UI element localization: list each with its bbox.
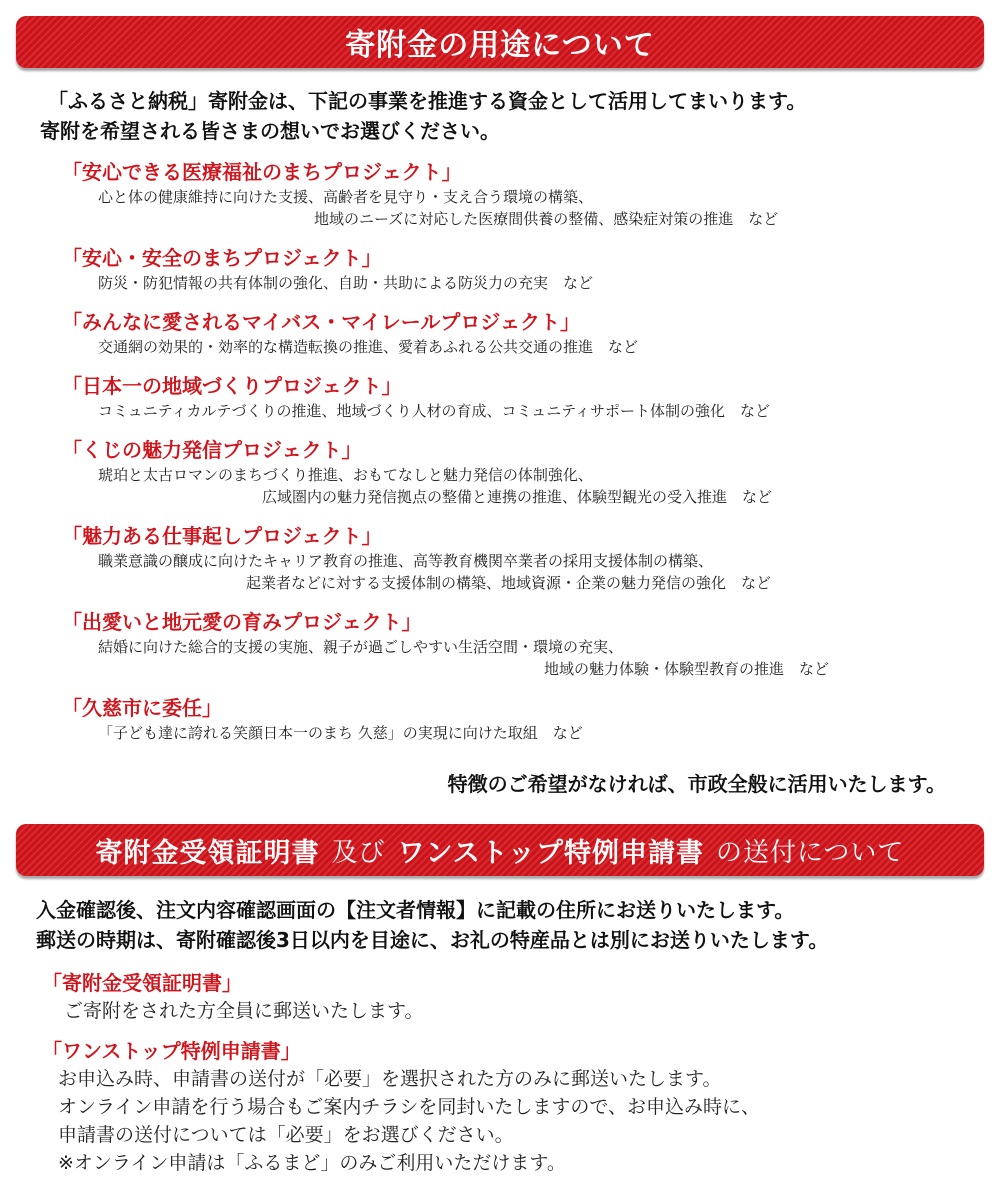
onestop-line: ※オンライン申請は「ふるまど」のみご利用いただけます。 <box>58 1152 566 1174</box>
project-desc-line-2: 地域の魅力体験・体験型教育の推進 など <box>544 660 830 678</box>
banner-part-sending: の送付について <box>715 837 905 868</box>
certificate-intro-line-1: 入金確認後、注文内容確認画面の【注文者情報】に記載の住所にお送りいたします。 <box>36 898 795 922</box>
section-banner-certificate <box>16 824 984 876</box>
project-desc-line-1: 交通網の効果的・効率的な構造転換の推進、愛着あふれる公共交通の推進 など <box>98 338 639 356</box>
project-title: 「出愛いと地元愛の育みプロジェクト」 <box>62 610 422 634</box>
project-item <box>62 372 968 436</box>
section-banner-donation-use <box>16 16 984 68</box>
project-desc-line-1: 結婚に向けた総合的支援の実施、親子が過ごしやすい生活空間・環境の充実、 <box>98 638 624 656</box>
project-desc-line-2: 広域圏内の魅力発信拠点の整備と連携の推進、体験型観光の受入推進 など <box>262 488 773 506</box>
project-desc-line-1: 「子ども達に誇れる笑顔日本一のまち 久慈」の実現に向けた取組 など <box>98 724 583 742</box>
onestop-line: 申請書の送付については「必要」をお選びください。 <box>58 1124 514 1146</box>
intro-text <box>40 86 806 146</box>
project-title: 「安心・安全のまちプロジェクト」 <box>62 246 382 270</box>
project-item <box>62 308 968 372</box>
project-desc-line-1: コミュニティカルテづくりの推進、地域づくり人材の育成、コミュニティサポート体制の強化 など <box>98 402 771 420</box>
project-item <box>62 244 968 308</box>
intro-line-2: 寄附を希望される皆さまの想いでお選びください。 <box>40 119 500 143</box>
project-desc-line-2: 起業者などに対する支援体制の構築、地域資源・企業の魅力発信の強化 など <box>246 574 772 592</box>
default-usage-note: 特徴のご希望がなければ、市政全般に活用いたします。 <box>447 772 946 796</box>
banner-title: 寄附金の用途について <box>345 28 655 63</box>
onestop-line: オンライン申請を行う場合もご案内チラシを同封いたしますので、お申込み時に、 <box>58 1096 761 1118</box>
project-title: 「みんなに愛されるマイバス・マイレールプロジェクト」 <box>62 310 580 334</box>
certificate-intro <box>36 895 986 955</box>
project-item <box>62 608 968 694</box>
certificate-section <box>36 895 986 1177</box>
project-item <box>62 522 968 608</box>
project-title: 「安心できる医療福祉のまちプロジェクト」 <box>62 160 462 184</box>
cert-desc: ご寄附をされた方全員に郵送いたします。 <box>64 1000 424 1022</box>
project-title: 「魅力ある仕事起しプロジェクト」 <box>62 524 382 548</box>
project-item <box>62 694 968 758</box>
project-desc-line-1: 職業意識の醸成に向けたキャリア教育の推進、高等教育機関卒業者の採用支援体制の構築、 <box>98 552 714 570</box>
project-title: 「日本一の地域づくりプロジェクト」 <box>62 374 402 398</box>
project-desc-line-1: 防災・防犯情報の共有体制の強化、自助・共助による防災力の充実 など <box>98 274 594 292</box>
onestop-desc <box>36 1065 986 1177</box>
project-item <box>62 158 968 244</box>
banner-part-and: 及び <box>331 837 386 868</box>
project-desc-line-1: 琥珀と太古ロマンのまちづくり推進、おもてなしと魅力発信の体制強化、 <box>98 466 593 484</box>
project-title: 「くじの魅力発信プロジェクト」 <box>62 438 362 462</box>
onestop-title: 「ワンストップ特例申請書」 <box>42 1039 301 1063</box>
project-title: 「久慈市に委任」 <box>62 696 222 720</box>
banner-part-certificate: 寄附金受領証明書 <box>95 837 320 869</box>
certificate-intro-line-2: 郵送の時期は、寄附確認後3日以内を目途に、お礼の特産品とは別にお送りいたします。 <box>36 928 829 952</box>
banner-part-onestop: ワンストップ特例申請書 <box>397 837 704 869</box>
onestop-line: お申込み時、申請書の送付が「必要」を選択された方のみに郵送いたします。 <box>58 1068 722 1090</box>
intro-line-1: 「ふるさと納税」寄附金は、下記の事業を推進する資金として活用してまいります。 <box>48 89 807 113</box>
project-list <box>62 158 968 758</box>
project-desc-line-1: 心と体の健康維持に向けた支援、高齢者を見守り・支え合う環境の構築、 <box>98 188 594 206</box>
project-desc-line-2: 地域のニーズに対応した医療間供養の整備、感染症対策の推進 など <box>314 210 779 228</box>
cert-title: 「寄附金受領証明書」 <box>42 971 242 995</box>
project-item <box>62 436 968 522</box>
